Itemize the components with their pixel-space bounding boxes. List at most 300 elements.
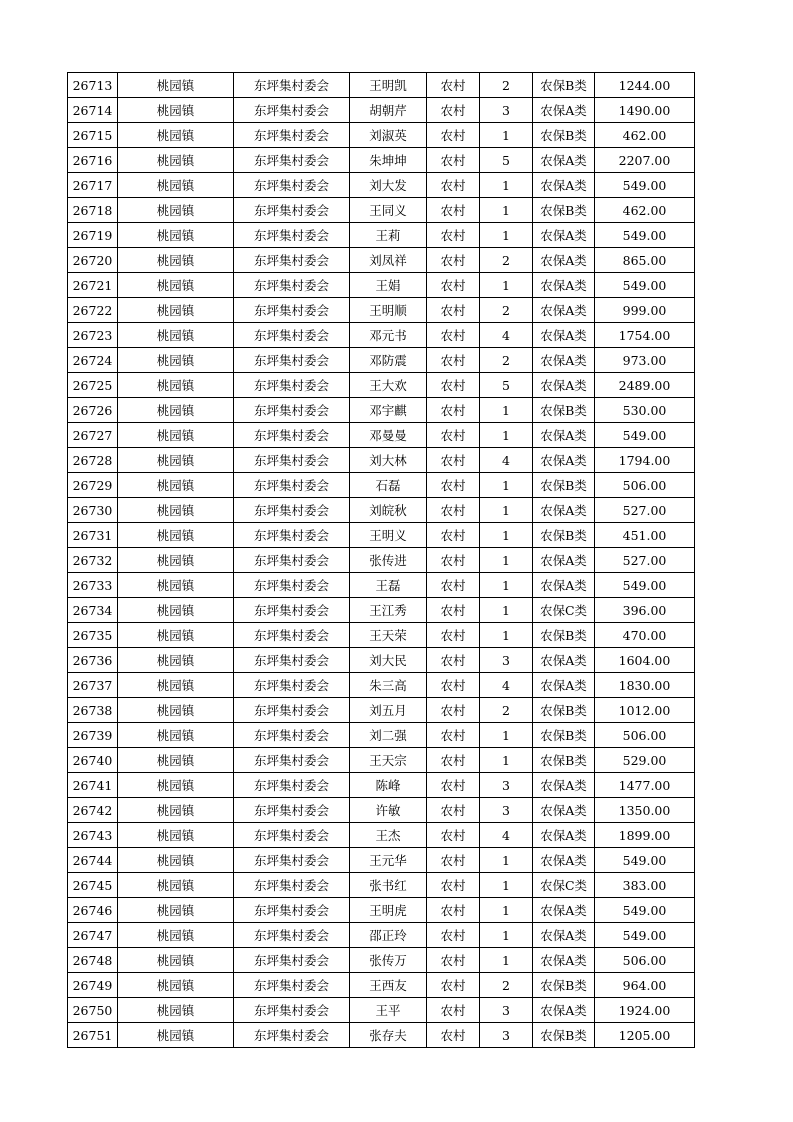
name-cell: 刘大民 xyxy=(350,648,427,673)
amount-cell: 999.00 xyxy=(595,298,695,323)
household-size-cell: 1 xyxy=(480,873,533,898)
amount-cell: 1244.00 xyxy=(595,73,695,98)
table-row xyxy=(68,523,695,548)
village-committee-cell: 东坪集村委会 xyxy=(234,273,350,298)
household-size-cell: 1 xyxy=(480,848,533,873)
name-cell: 王明凯 xyxy=(350,73,427,98)
category-cell: 农保A类 xyxy=(533,348,595,373)
area-type-cell: 农村 xyxy=(427,848,480,873)
amount-cell: 1205.00 xyxy=(595,1023,695,1048)
area-type-cell: 农村 xyxy=(427,248,480,273)
village-committee-cell: 东坪集村委会 xyxy=(234,223,350,248)
record-id-cell: 26730 xyxy=(68,498,118,523)
record-id-cell: 26731 xyxy=(68,523,118,548)
town-cell: 桃园镇 xyxy=(118,423,234,448)
household-size-cell: 1 xyxy=(480,623,533,648)
household-size-cell: 4 xyxy=(480,673,533,698)
town-cell: 桃园镇 xyxy=(118,198,234,223)
town-cell: 桃园镇 xyxy=(118,698,234,723)
village-committee-cell: 东坪集村委会 xyxy=(234,998,350,1023)
household-size-cell: 1 xyxy=(480,598,533,623)
category-cell: 农保A类 xyxy=(533,673,595,698)
household-size-cell: 1 xyxy=(480,273,533,298)
table-row xyxy=(68,598,695,623)
name-cell: 邓宇麒 xyxy=(350,398,427,423)
area-type-cell: 农村 xyxy=(427,723,480,748)
category-cell: 农保A类 xyxy=(533,448,595,473)
table-row xyxy=(68,298,695,323)
household-size-cell: 1 xyxy=(480,923,533,948)
name-cell: 刘凤祥 xyxy=(350,248,427,273)
record-id-cell: 26736 xyxy=(68,648,118,673)
household-size-cell: 4 xyxy=(480,323,533,348)
household-size-cell: 1 xyxy=(480,423,533,448)
category-cell: 农保A类 xyxy=(533,848,595,873)
household-size-cell: 1 xyxy=(480,223,533,248)
name-cell: 王同义 xyxy=(350,198,427,223)
village-committee-cell: 东坪集村委会 xyxy=(234,348,350,373)
household-size-cell: 3 xyxy=(480,998,533,1023)
table-row xyxy=(68,373,695,398)
household-size-cell: 1 xyxy=(480,898,533,923)
village-committee-cell: 东坪集村委会 xyxy=(234,423,350,448)
amount-cell: 549.00 xyxy=(595,573,695,598)
amount-cell: 1899.00 xyxy=(595,823,695,848)
village-committee-cell: 东坪集村委会 xyxy=(234,173,350,198)
town-cell: 桃园镇 xyxy=(118,273,234,298)
name-cell: 王西友 xyxy=(350,973,427,998)
record-id-cell: 26716 xyxy=(68,148,118,173)
town-cell: 桃园镇 xyxy=(118,748,234,773)
name-cell: 刘二强 xyxy=(350,723,427,748)
table-row xyxy=(68,323,695,348)
village-committee-cell: 东坪集村委会 xyxy=(234,123,350,148)
town-cell: 桃园镇 xyxy=(118,373,234,398)
category-cell: 农保B类 xyxy=(533,398,595,423)
amount-cell: 549.00 xyxy=(595,848,695,873)
table-row xyxy=(68,98,695,123)
village-committee-cell: 东坪集村委会 xyxy=(234,598,350,623)
household-size-cell: 3 xyxy=(480,798,533,823)
town-cell: 桃园镇 xyxy=(118,823,234,848)
name-cell: 王平 xyxy=(350,998,427,1023)
table-row xyxy=(68,448,695,473)
town-cell: 桃园镇 xyxy=(118,548,234,573)
record-id-cell: 26717 xyxy=(68,173,118,198)
table-row xyxy=(68,873,695,898)
household-size-cell: 1 xyxy=(480,398,533,423)
village-committee-cell: 东坪集村委会 xyxy=(234,823,350,848)
town-cell: 桃园镇 xyxy=(118,148,234,173)
town-cell: 桃园镇 xyxy=(118,473,234,498)
household-size-cell: 2 xyxy=(480,698,533,723)
name-cell: 张传万 xyxy=(350,948,427,973)
table-row xyxy=(68,948,695,973)
amount-cell: 1830.00 xyxy=(595,673,695,698)
area-type-cell: 农村 xyxy=(427,498,480,523)
record-id-cell: 26748 xyxy=(68,948,118,973)
name-cell: 许敏 xyxy=(350,798,427,823)
area-type-cell: 农村 xyxy=(427,273,480,298)
area-type-cell: 农村 xyxy=(427,98,480,123)
record-id-cell: 26726 xyxy=(68,398,118,423)
area-type-cell: 农村 xyxy=(427,973,480,998)
area-type-cell: 农村 xyxy=(427,548,480,573)
category-cell: 农保B类 xyxy=(533,473,595,498)
name-cell: 王江秀 xyxy=(350,598,427,623)
village-committee-cell: 东坪集村委会 xyxy=(234,323,350,348)
village-committee-cell: 东坪集村委会 xyxy=(234,748,350,773)
name-cell: 刘五月 xyxy=(350,698,427,723)
village-committee-cell: 东坪集村委会 xyxy=(234,1023,350,1048)
amount-cell: 470.00 xyxy=(595,623,695,648)
town-cell: 桃园镇 xyxy=(118,898,234,923)
category-cell: 农保A类 xyxy=(533,898,595,923)
table-row xyxy=(68,473,695,498)
amount-cell: 1924.00 xyxy=(595,998,695,1023)
category-cell: 农保A类 xyxy=(533,173,595,198)
town-cell: 桃园镇 xyxy=(118,98,234,123)
area-type-cell: 农村 xyxy=(427,398,480,423)
category-cell: 农保A类 xyxy=(533,948,595,973)
village-committee-cell: 东坪集村委会 xyxy=(234,773,350,798)
town-cell: 桃园镇 xyxy=(118,848,234,873)
household-size-cell: 2 xyxy=(480,248,533,273)
category-cell: 农保A类 xyxy=(533,923,595,948)
household-size-cell: 1 xyxy=(480,723,533,748)
area-type-cell: 农村 xyxy=(427,448,480,473)
area-type-cell: 农村 xyxy=(427,998,480,1023)
village-committee-cell: 东坪集村委会 xyxy=(234,848,350,873)
name-cell: 朱三高 xyxy=(350,673,427,698)
records-table xyxy=(67,72,695,1048)
table-row xyxy=(68,823,695,848)
village-committee-cell: 东坪集村委会 xyxy=(234,723,350,748)
record-id-cell: 26749 xyxy=(68,973,118,998)
category-cell: 农保A类 xyxy=(533,648,595,673)
village-committee-cell: 东坪集村委会 xyxy=(234,498,350,523)
town-cell: 桃园镇 xyxy=(118,123,234,148)
record-id-cell: 26713 xyxy=(68,73,118,98)
category-cell: 农保A类 xyxy=(533,573,595,598)
town-cell: 桃园镇 xyxy=(118,448,234,473)
village-committee-cell: 东坪集村委会 xyxy=(234,548,350,573)
record-id-cell: 26722 xyxy=(68,298,118,323)
village-committee-cell: 东坪集村委会 xyxy=(234,148,350,173)
category-cell: 农保A类 xyxy=(533,423,595,448)
category-cell: 农保B类 xyxy=(533,123,595,148)
name-cell: 朱坤坤 xyxy=(350,148,427,173)
category-cell: 农保A类 xyxy=(533,998,595,1023)
name-cell: 邓元书 xyxy=(350,323,427,348)
town-cell: 桃园镇 xyxy=(118,498,234,523)
household-size-cell: 1 xyxy=(480,498,533,523)
category-cell: 农保B类 xyxy=(533,748,595,773)
area-type-cell: 农村 xyxy=(427,298,480,323)
record-id-cell: 26737 xyxy=(68,673,118,698)
town-cell: 桃园镇 xyxy=(118,773,234,798)
table-row xyxy=(68,398,695,423)
village-committee-cell: 东坪集村委会 xyxy=(234,448,350,473)
amount-cell: 506.00 xyxy=(595,948,695,973)
area-type-cell: 农村 xyxy=(427,673,480,698)
town-cell: 桃园镇 xyxy=(118,573,234,598)
amount-cell: 529.00 xyxy=(595,748,695,773)
table-row xyxy=(68,223,695,248)
town-cell: 桃园镇 xyxy=(118,973,234,998)
record-id-cell: 26744 xyxy=(68,848,118,873)
area-type-cell: 农村 xyxy=(427,523,480,548)
category-cell: 农保A类 xyxy=(533,148,595,173)
record-id-cell: 26725 xyxy=(68,373,118,398)
amount-cell: 1794.00 xyxy=(595,448,695,473)
category-cell: 农保B类 xyxy=(533,973,595,998)
table-row xyxy=(68,423,695,448)
category-cell: 农保B类 xyxy=(533,523,595,548)
amount-cell: 549.00 xyxy=(595,923,695,948)
town-cell: 桃园镇 xyxy=(118,298,234,323)
table-row xyxy=(68,923,695,948)
amount-cell: 527.00 xyxy=(595,498,695,523)
amount-cell: 1477.00 xyxy=(595,773,695,798)
household-size-cell: 3 xyxy=(480,1023,533,1048)
household-size-cell: 1 xyxy=(480,948,533,973)
name-cell: 胡朝芹 xyxy=(350,98,427,123)
amount-cell: 1350.00 xyxy=(595,798,695,823)
village-committee-cell: 东坪集村委会 xyxy=(234,473,350,498)
table-row xyxy=(68,173,695,198)
record-id-cell: 26742 xyxy=(68,798,118,823)
name-cell: 王磊 xyxy=(350,573,427,598)
town-cell: 桃园镇 xyxy=(118,398,234,423)
record-id-cell: 26733 xyxy=(68,573,118,598)
town-cell: 桃园镇 xyxy=(118,798,234,823)
category-cell: 农保A类 xyxy=(533,248,595,273)
household-size-cell: 4 xyxy=(480,823,533,848)
area-type-cell: 农村 xyxy=(427,898,480,923)
record-id-cell: 26739 xyxy=(68,723,118,748)
record-id-cell: 26723 xyxy=(68,323,118,348)
town-cell: 桃园镇 xyxy=(118,673,234,698)
village-committee-cell: 东坪集村委会 xyxy=(234,923,350,948)
household-size-cell: 3 xyxy=(480,648,533,673)
table-row xyxy=(68,73,695,98)
table-row xyxy=(68,348,695,373)
household-size-cell: 5 xyxy=(480,373,533,398)
household-size-cell: 2 xyxy=(480,348,533,373)
name-cell: 邓防震 xyxy=(350,348,427,373)
table-row xyxy=(68,548,695,573)
area-type-cell: 农村 xyxy=(427,798,480,823)
town-cell: 桃园镇 xyxy=(118,998,234,1023)
name-cell: 石磊 xyxy=(350,473,427,498)
amount-cell: 506.00 xyxy=(595,723,695,748)
area-type-cell: 农村 xyxy=(427,648,480,673)
amount-cell: 1012.00 xyxy=(595,698,695,723)
amount-cell: 527.00 xyxy=(595,548,695,573)
area-type-cell: 农村 xyxy=(427,473,480,498)
area-type-cell: 农村 xyxy=(427,698,480,723)
household-size-cell: 4 xyxy=(480,448,533,473)
record-id-cell: 26747 xyxy=(68,923,118,948)
record-id-cell: 26746 xyxy=(68,898,118,923)
amount-cell: 2207.00 xyxy=(595,148,695,173)
household-size-cell: 3 xyxy=(480,98,533,123)
category-cell: 农保A类 xyxy=(533,773,595,798)
table-row xyxy=(68,273,695,298)
table-row xyxy=(68,573,695,598)
category-cell: 农保A类 xyxy=(533,223,595,248)
category-cell: 农保A类 xyxy=(533,548,595,573)
name-cell: 张存夫 xyxy=(350,1023,427,1048)
area-type-cell: 农村 xyxy=(427,573,480,598)
amount-cell: 973.00 xyxy=(595,348,695,373)
area-type-cell: 农村 xyxy=(427,623,480,648)
amount-cell: 451.00 xyxy=(595,523,695,548)
name-cell: 王天荣 xyxy=(350,623,427,648)
category-cell: 农保B类 xyxy=(533,73,595,98)
amount-cell: 865.00 xyxy=(595,248,695,273)
household-size-cell: 2 xyxy=(480,298,533,323)
household-size-cell: 2 xyxy=(480,973,533,998)
category-cell: 农保A类 xyxy=(533,298,595,323)
village-committee-cell: 东坪集村委会 xyxy=(234,73,350,98)
village-committee-cell: 东坪集村委会 xyxy=(234,398,350,423)
record-id-cell: 26728 xyxy=(68,448,118,473)
record-id-cell: 26727 xyxy=(68,423,118,448)
category-cell: 农保A类 xyxy=(533,373,595,398)
village-committee-cell: 东坪集村委会 xyxy=(234,973,350,998)
area-type-cell: 农村 xyxy=(427,948,480,973)
record-id-cell: 26720 xyxy=(68,248,118,273)
name-cell: 王明顺 xyxy=(350,298,427,323)
record-id-cell: 26732 xyxy=(68,548,118,573)
area-type-cell: 农村 xyxy=(427,373,480,398)
name-cell: 刘皖秋 xyxy=(350,498,427,523)
record-id-cell: 26714 xyxy=(68,98,118,123)
table-row xyxy=(68,898,695,923)
household-size-cell: 5 xyxy=(480,148,533,173)
area-type-cell: 农村 xyxy=(427,873,480,898)
amount-cell: 549.00 xyxy=(595,223,695,248)
record-id-cell: 26715 xyxy=(68,123,118,148)
name-cell: 陈峰 xyxy=(350,773,427,798)
village-committee-cell: 东坪集村委会 xyxy=(234,373,350,398)
household-size-cell: 1 xyxy=(480,198,533,223)
category-cell: 农保B类 xyxy=(533,198,595,223)
area-type-cell: 农村 xyxy=(427,148,480,173)
amount-cell: 549.00 xyxy=(595,898,695,923)
record-id-cell: 26721 xyxy=(68,273,118,298)
area-type-cell: 农村 xyxy=(427,73,480,98)
category-cell: 农保B类 xyxy=(533,623,595,648)
category-cell: 农保A类 xyxy=(533,798,595,823)
town-cell: 桃园镇 xyxy=(118,248,234,273)
name-cell: 刘大发 xyxy=(350,173,427,198)
town-cell: 桃园镇 xyxy=(118,723,234,748)
village-committee-cell: 东坪集村委会 xyxy=(234,873,350,898)
town-cell: 桃园镇 xyxy=(118,948,234,973)
name-cell: 王娟 xyxy=(350,273,427,298)
table-row xyxy=(68,848,695,873)
village-committee-cell: 东坪集村委会 xyxy=(234,248,350,273)
record-id-cell: 26729 xyxy=(68,473,118,498)
amount-cell: 396.00 xyxy=(595,598,695,623)
table-row xyxy=(68,698,695,723)
category-cell: 农保A类 xyxy=(533,273,595,298)
name-cell: 邓曼曼 xyxy=(350,423,427,448)
area-type-cell: 农村 xyxy=(427,223,480,248)
village-committee-cell: 东坪集村委会 xyxy=(234,673,350,698)
table-row xyxy=(68,748,695,773)
area-type-cell: 农村 xyxy=(427,1023,480,1048)
name-cell: 王明义 xyxy=(350,523,427,548)
village-committee-cell: 东坪集村委会 xyxy=(234,948,350,973)
record-id-cell: 26751 xyxy=(68,1023,118,1048)
village-committee-cell: 东坪集村委会 xyxy=(234,298,350,323)
town-cell: 桃园镇 xyxy=(118,323,234,348)
table-row xyxy=(68,148,695,173)
town-cell: 桃园镇 xyxy=(118,923,234,948)
record-id-cell: 26743 xyxy=(68,823,118,848)
name-cell: 王天宗 xyxy=(350,748,427,773)
category-cell: 农保B类 xyxy=(533,723,595,748)
record-id-cell: 26750 xyxy=(68,998,118,1023)
amount-cell: 462.00 xyxy=(595,198,695,223)
table-row xyxy=(68,998,695,1023)
record-id-cell: 26745 xyxy=(68,873,118,898)
town-cell: 桃园镇 xyxy=(118,223,234,248)
household-size-cell: 1 xyxy=(480,123,533,148)
record-id-cell: 26719 xyxy=(68,223,118,248)
record-id-cell: 26741 xyxy=(68,773,118,798)
amount-cell: 1604.00 xyxy=(595,648,695,673)
village-committee-cell: 东坪集村委会 xyxy=(234,198,350,223)
town-cell: 桃园镇 xyxy=(118,873,234,898)
household-size-cell: 1 xyxy=(480,523,533,548)
household-size-cell: 1 xyxy=(480,548,533,573)
town-cell: 桃园镇 xyxy=(118,173,234,198)
amount-cell: 383.00 xyxy=(595,873,695,898)
name-cell: 王杰 xyxy=(350,823,427,848)
name-cell: 王大欢 xyxy=(350,373,427,398)
table-row xyxy=(68,198,695,223)
table-row xyxy=(68,773,695,798)
name-cell: 王元华 xyxy=(350,848,427,873)
household-size-cell: 1 xyxy=(480,748,533,773)
village-committee-cell: 东坪集村委会 xyxy=(234,523,350,548)
record-id-cell: 26724 xyxy=(68,348,118,373)
amount-cell: 530.00 xyxy=(595,398,695,423)
village-committee-cell: 东坪集村委会 xyxy=(234,798,350,823)
area-type-cell: 农村 xyxy=(427,773,480,798)
table-row xyxy=(68,123,695,148)
amount-cell: 964.00 xyxy=(595,973,695,998)
name-cell: 张传进 xyxy=(350,548,427,573)
village-committee-cell: 东坪集村委会 xyxy=(234,698,350,723)
area-type-cell: 农村 xyxy=(427,123,480,148)
table-row xyxy=(68,648,695,673)
category-cell: 农保C类 xyxy=(533,873,595,898)
town-cell: 桃园镇 xyxy=(118,348,234,373)
village-committee-cell: 东坪集村委会 xyxy=(234,898,350,923)
area-type-cell: 农村 xyxy=(427,423,480,448)
area-type-cell: 农村 xyxy=(427,923,480,948)
area-type-cell: 农村 xyxy=(427,173,480,198)
household-size-cell: 2 xyxy=(480,73,533,98)
category-cell: 农保C类 xyxy=(533,598,595,623)
village-committee-cell: 东坪集村委会 xyxy=(234,623,350,648)
